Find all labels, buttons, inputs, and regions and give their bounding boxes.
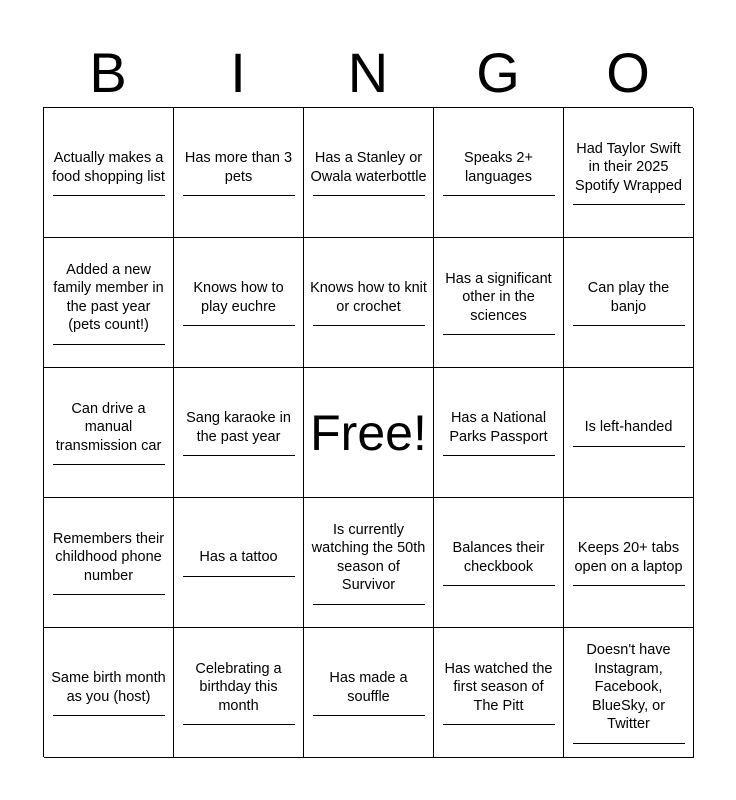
cell-text: Celebrating a birthday this month <box>195 660 282 714</box>
signature-line <box>313 325 425 326</box>
bingo-cell[interactable] <box>564 238 694 368</box>
bingo-cell[interactable] <box>434 108 564 238</box>
bingo-cell[interactable] <box>44 108 174 238</box>
signature-line <box>53 464 165 465</box>
signature-line <box>573 325 685 326</box>
signature-line <box>53 594 165 595</box>
header-letter-n: N <box>347 41 389 104</box>
bingo-header <box>43 40 693 106</box>
cell-text: Actually makes a food shopping list <box>52 150 165 185</box>
signature-line <box>313 604 425 605</box>
signature-line <box>53 195 165 196</box>
cell-text: Has a tattoo <box>199 549 278 566</box>
signature-line <box>183 325 295 326</box>
cell-text: Had Taylor Swift in their 2025 Spotify Wrapped <box>575 140 682 194</box>
header-letter-o: O <box>606 41 650 104</box>
bingo-cell[interactable] <box>564 368 694 498</box>
cell-text: Knows how to knit or crochet <box>310 280 427 315</box>
signature-line <box>183 724 295 725</box>
signature-line <box>573 585 685 586</box>
cell-text: Has more than 3 pets <box>184 150 293 185</box>
bingo-cell[interactable] <box>304 628 434 758</box>
signature-line <box>313 195 425 196</box>
cell-text: Same birth month as you (host) <box>51 670 166 705</box>
cell-text: Balances their checkbook <box>452 540 545 575</box>
bingo-cell[interactable] <box>174 238 304 368</box>
header-letter-g: G <box>476 41 520 104</box>
signature-line <box>573 204 685 205</box>
cell-text: Has watched the first season of The Pitt <box>444 660 553 714</box>
bingo-cell[interactable] <box>434 628 564 758</box>
bingo-cell[interactable] <box>174 498 304 628</box>
bingo-cell[interactable] <box>304 238 434 368</box>
cell-text: Knows how to play euchre <box>193 280 284 315</box>
signature-line <box>443 455 555 456</box>
signature-line <box>443 334 555 335</box>
signature-line <box>183 576 295 577</box>
cell-text: Is left-handed <box>584 419 673 436</box>
bingo-cell[interactable] <box>434 498 564 628</box>
header-letter-i: I <box>230 41 246 104</box>
cell-text: Has a Stanley or Owala waterbottle <box>310 150 427 185</box>
bingo-cell[interactable] <box>174 628 304 758</box>
signature-line <box>313 715 425 716</box>
cell-text: Has a National Parks Passport <box>449 410 548 445</box>
bingo-cell[interactable] <box>44 368 174 498</box>
bingo-cell[interactable] <box>44 498 174 628</box>
cell-text: Keeps 20+ tabs open on a laptop <box>574 540 683 575</box>
bingo-cell[interactable] <box>434 238 564 368</box>
cell-text: Can drive a manual transmission car <box>55 400 162 454</box>
cell-text: Has a significant other in the sciences <box>445 270 552 324</box>
bingo-grid <box>43 107 693 757</box>
free-space-cell[interactable] <box>304 368 434 498</box>
signature-line <box>53 715 165 716</box>
signature-line <box>573 743 685 744</box>
bingo-cell[interactable] <box>564 108 694 238</box>
bingo-cell[interactable] <box>564 628 694 758</box>
free-space-label: Free! <box>310 404 427 461</box>
signature-line <box>443 585 555 586</box>
signature-line <box>443 195 555 196</box>
cell-text: Has made a souffle <box>329 670 408 705</box>
signature-line <box>573 446 685 447</box>
bingo-cell[interactable] <box>304 498 434 628</box>
signature-line <box>183 195 295 196</box>
bingo-cell[interactable] <box>304 108 434 238</box>
cell-text: Speaks 2+ languages <box>464 150 533 185</box>
signature-line <box>53 344 165 345</box>
header-letter-b: B <box>89 41 127 104</box>
cell-text: Remembers their childhood phone number <box>52 530 165 584</box>
bingo-cell[interactable] <box>564 498 694 628</box>
signature-line <box>183 455 295 456</box>
cell-text: Sang karaoke in the past year <box>186 410 291 445</box>
cell-text: Can play the banjo <box>587 280 670 315</box>
bingo-cell[interactable] <box>44 628 174 758</box>
cell-text: Is currently watching the 50th season of Survivor <box>311 521 426 593</box>
bingo-cell[interactable] <box>44 238 174 368</box>
cell-text: Added a new family member in the past year (pets count!) <box>53 261 164 333</box>
bingo-cell[interactable] <box>174 108 304 238</box>
bingo-cell[interactable] <box>174 368 304 498</box>
bingo-cell[interactable] <box>434 368 564 498</box>
cell-text: Doesn't have Instagram, Facebook, BlueSky, or Twitter <box>586 642 671 733</box>
signature-line <box>443 724 555 725</box>
